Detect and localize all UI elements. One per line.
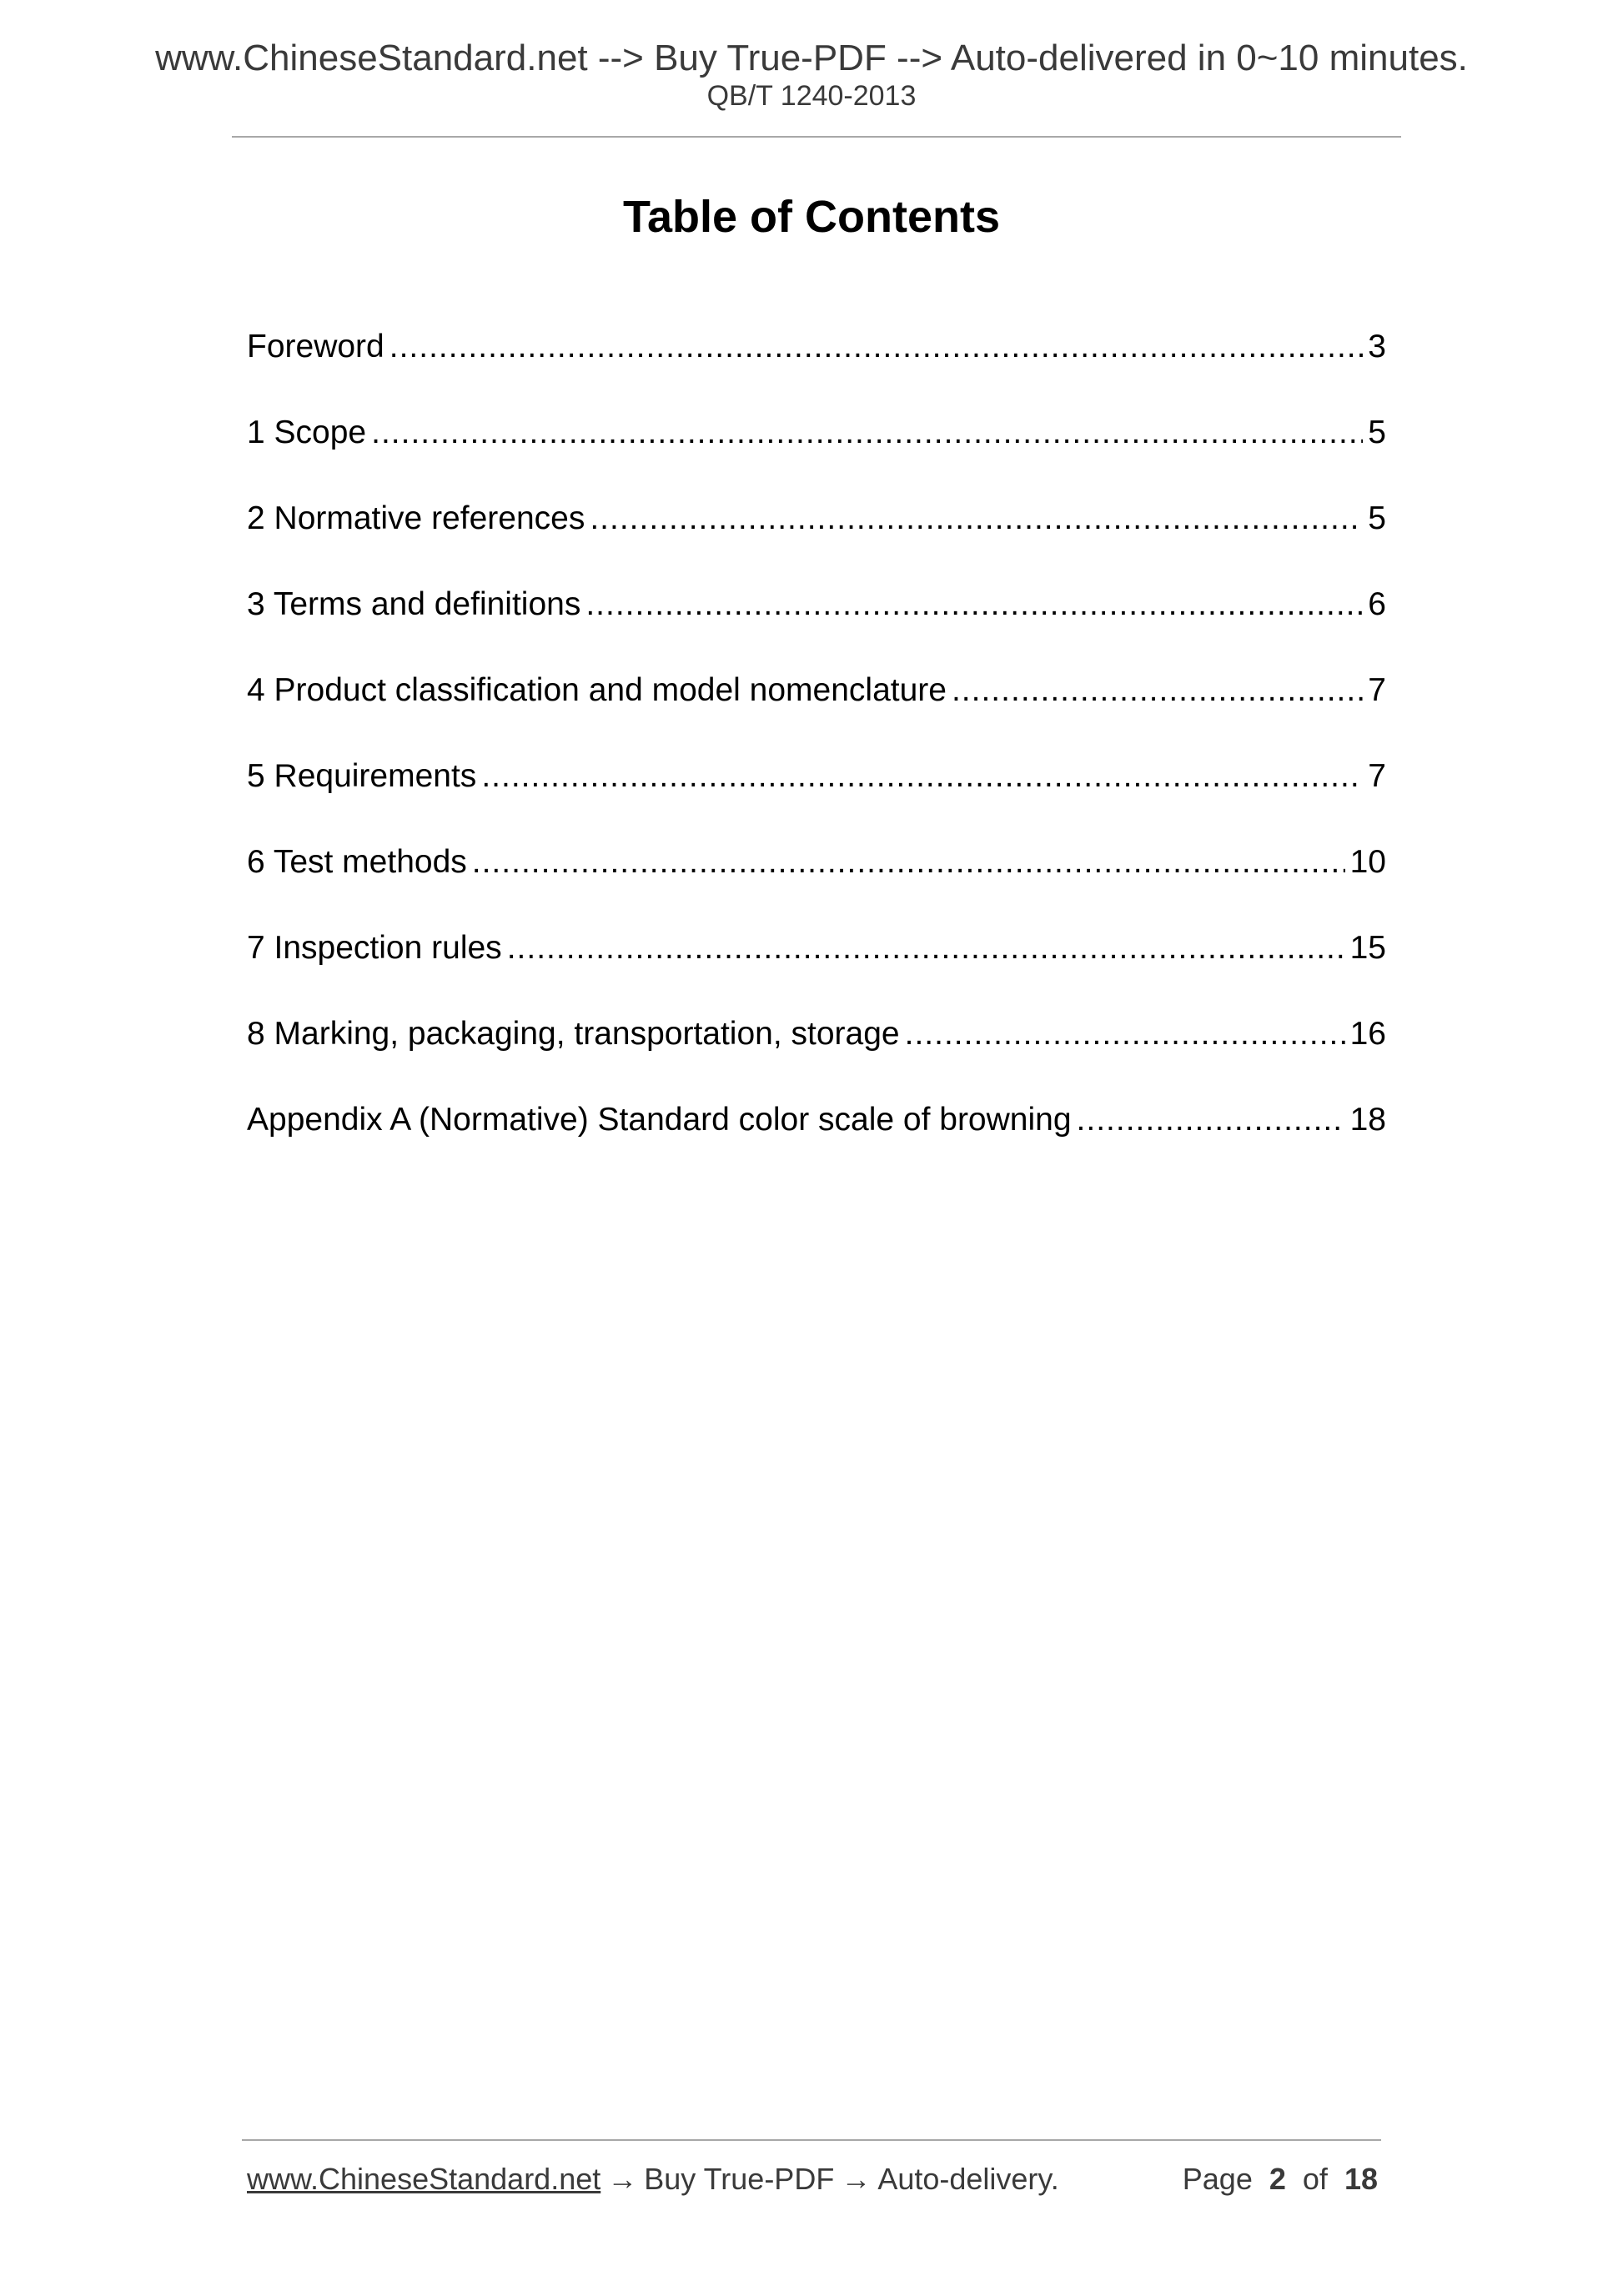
dot-leader: [952, 669, 1363, 712]
dot-leader: [585, 583, 1363, 626]
dot-leader: [472, 841, 1345, 884]
page-footer: [247, 2160, 1378, 2198]
dot-leader: [389, 325, 1364, 369]
current-page-number: 2: [1269, 2162, 1286, 2196]
toc-entry-page: 16: [1349, 1016, 1386, 1052]
toc-entry-page: 7: [1368, 758, 1386, 794]
toc-entry-page: 15: [1349, 930, 1386, 966]
of-word: of: [1302, 2162, 1328, 2196]
header-divider: [232, 136, 1401, 138]
document-code: QB/T 1240-2013: [706, 80, 917, 112]
toc-entry-page: 5: [1368, 500, 1386, 536]
toc-entry-page: 18: [1349, 1102, 1386, 1138]
site-link[interactable]: www.ChineseStandard.net: [247, 2162, 601, 2196]
toc-entry-foreword[interactable]: [247, 325, 1386, 411]
dot-leader: [905, 1012, 1345, 1056]
toc-entry-label: 1 Scope: [247, 414, 367, 450]
footer-promo: [247, 2160, 1059, 2198]
toc-entry-label: 6 Test methods: [247, 844, 467, 880]
dot-leader: [1077, 1098, 1345, 1142]
toc-entry-page: 10: [1349, 844, 1386, 880]
toc-entry-requirements[interactable]: [247, 755, 1386, 841]
right-arrow-icon: →: [607, 2162, 638, 2196]
toc-entry-marking-packaging[interactable]: [247, 1012, 1386, 1098]
toc-entry-page: 6: [1368, 586, 1386, 622]
toc-entry-appendix-a[interactable]: [247, 1098, 1386, 1184]
toc-entry-label: 2 Normative references: [247, 500, 585, 536]
delivery-text: Auto-delivery.: [877, 2162, 1059, 2196]
toc-entry-label: Foreword: [247, 329, 384, 364]
total-pages-number: 18: [1344, 2162, 1378, 2196]
dot-leader: [590, 497, 1363, 540]
toc-entry-page: 7: [1368, 672, 1386, 708]
toc-entry-scope[interactable]: [247, 411, 1386, 497]
toc-entry-page: 3: [1368, 329, 1386, 364]
header-banner: www.ChineseStandard.net --> Buy True-PDF --> Auto-delivered in 0~10 minutes.: [155, 38, 1468, 78]
right-arrow-icon: →: [841, 2162, 872, 2196]
toc-entry-test-methods[interactable]: [247, 841, 1386, 927]
toc-entry-inspection-rules[interactable]: [247, 927, 1386, 1012]
footer-divider: [242, 2139, 1381, 2141]
toc-entry-label: 7 Inspection rules: [247, 930, 502, 966]
toc-entry-label: 3 Terms and definitions: [247, 586, 581, 622]
toc-title: Table of Contents: [623, 192, 1000, 242]
toc-entry-page: 5: [1368, 414, 1386, 450]
table-of-contents: [247, 325, 1386, 1184]
toc-entry-product-classification[interactable]: [247, 669, 1386, 755]
dot-leader: [507, 927, 1345, 970]
toc-entry-label: 5 Requirements: [247, 758, 477, 794]
toc-entry-terms-and-definitions[interactable]: [247, 583, 1386, 669]
page-word: Page: [1182, 2162, 1253, 2196]
toc-entry-label: 4 Product classification and model nomenclature: [247, 672, 947, 708]
page-indicator: [1183, 2160, 1378, 2198]
dot-leader: [371, 411, 1363, 455]
toc-entry-normative-references[interactable]: [247, 497, 1386, 583]
buy-text: Buy True-PDF: [644, 2162, 835, 2196]
dot-leader: [481, 755, 1363, 798]
toc-entry-label: 8 Marking, packaging, transportation, storage: [247, 1016, 900, 1052]
toc-entry-label: Appendix A (Normative) Standard color scale of browning: [247, 1102, 1072, 1138]
